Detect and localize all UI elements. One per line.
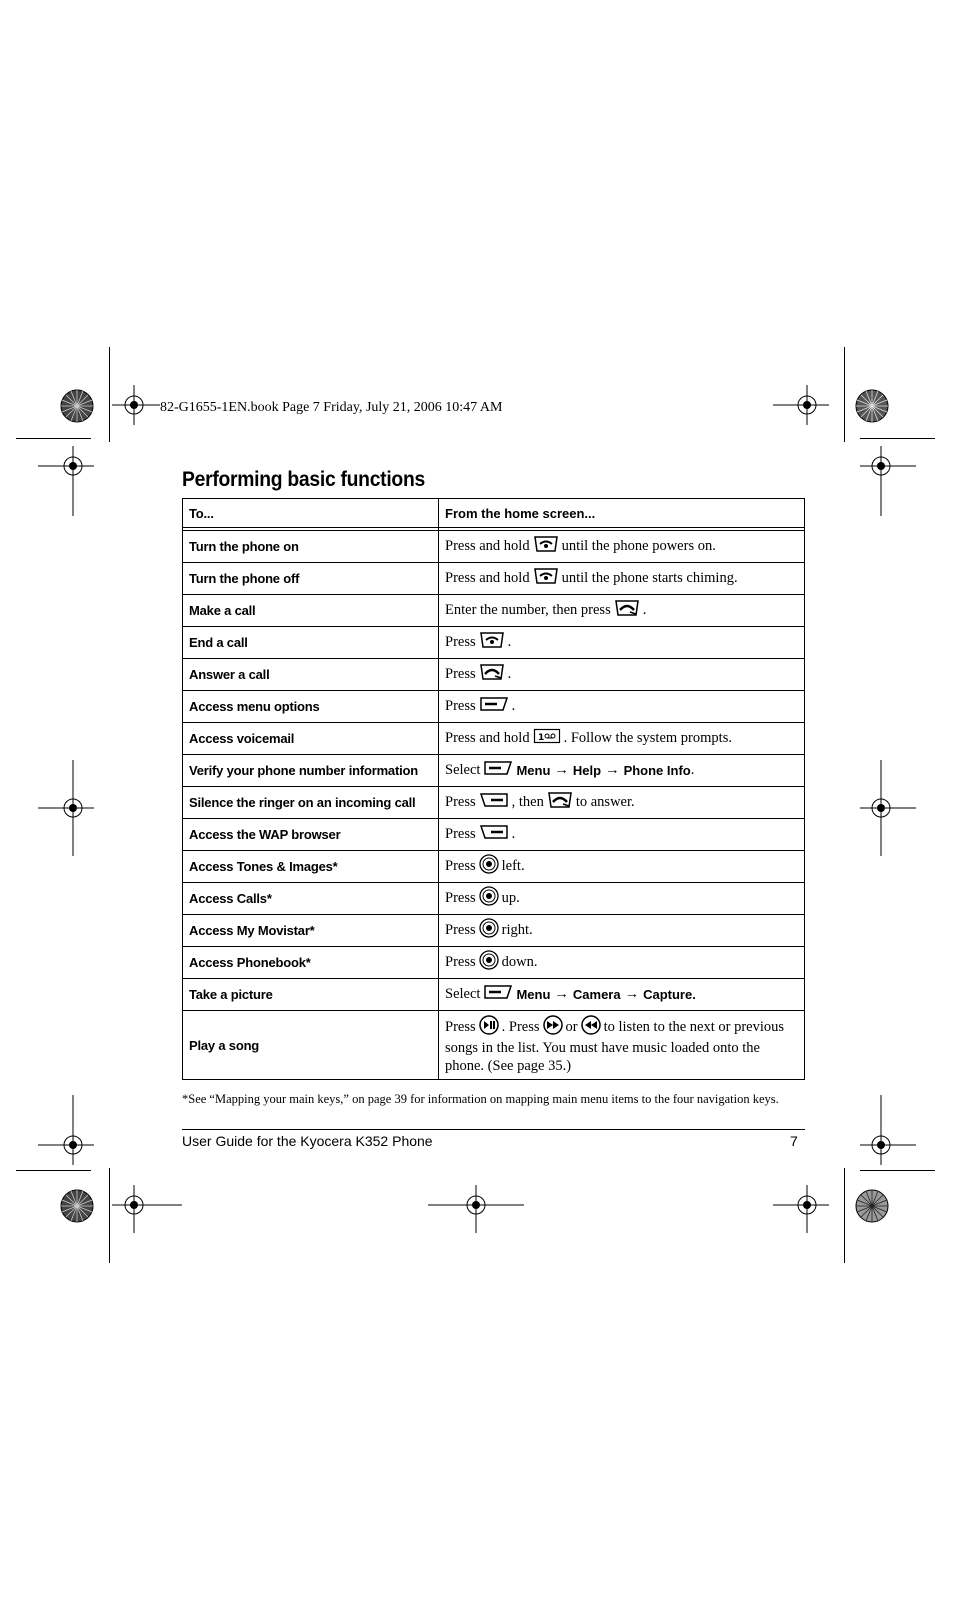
instruction-cell [439,659,805,691]
registration-mark-icon [860,760,916,856]
page-number: 7 [790,1133,798,1149]
task-cell: Answer a call [183,659,439,691]
star-target-icon [60,389,94,423]
left-softkey-icon [483,984,513,1005]
star-target-icon [855,389,889,423]
crop-line [860,438,935,439]
table-row [183,531,805,563]
registration-mark-icon [112,1185,182,1233]
table-row [183,563,805,595]
instruction-text: , then [511,794,544,810]
task-cell: End a call [183,627,439,659]
instruction-cell [439,627,805,659]
registration-mark-icon [38,1095,94,1165]
voicemail-key-1-icon [533,728,561,749]
task-cell: Access menu options [183,691,439,723]
table-row [183,627,805,659]
instruction-cell [439,595,805,627]
instruction-text: Press [445,698,476,714]
instruction-cell [439,755,805,787]
instruction-text: to listen to the next or previous songs in the list. You must have music loaded onto the phone. (See page 35.) [445,1019,785,1074]
crop-line [860,1170,935,1171]
instruction-text: Press [445,890,476,906]
left-softkey-icon [479,696,509,717]
instruction-text: Select [445,986,481,1002]
instruction-text: Press [445,1019,476,1036]
registration-mark-icon [428,1185,524,1233]
instruction-cell [439,563,805,595]
fast-forward-key-icon [543,1015,563,1040]
navigation-key-icon [479,918,499,943]
table-row [183,723,805,755]
registration-mark-icon [773,1185,829,1233]
task-cell: Access My Movistar* [183,915,439,947]
send-key-icon [614,599,640,622]
instruction-text: Press [445,634,476,650]
instruction-text: until the phone starts chiming. [561,570,738,586]
instruction-text: Press and hold [445,538,530,554]
menu-path-item: Camera [572,987,621,1002]
play-pause-key-icon [479,1015,499,1040]
send-key-icon [479,663,505,686]
crop-line [16,1170,91,1171]
instruction-text: Press [445,794,476,810]
table-row [183,691,805,723]
menu-path-item: Help [572,763,602,778]
instruction-text: until the phone powers on. [561,538,716,554]
send-key-icon [547,791,573,814]
menu-arrow: → [554,762,569,778]
task-cell: Access Calls* [183,883,439,915]
right-softkey-icon [479,824,509,845]
footnote: *See “Mapping your main keys,” on page 39 for information on mapping main menu items to the four navigation keys. [182,1092,779,1106]
instruction-text: Press [445,858,476,874]
instruction-cell [439,915,805,947]
navigation-key-icon [479,950,499,975]
table-row [183,819,805,851]
section-title: Performing basic functions [182,468,425,491]
instruction-text: . Follow the system prompts. [563,730,732,746]
instruction-text: Press and hold [445,570,530,586]
instruction-cell [439,979,805,1011]
table-row [183,979,805,1011]
registration-mark-icon [38,446,94,516]
navigation-key-icon [479,854,499,879]
instruction-text: Select [445,762,481,778]
crop-line [16,438,91,439]
menu-path-item: Phone Info [623,763,691,778]
menu-arrow: → [624,986,640,1002]
instruction-text: . [690,762,695,778]
instruction-cell [439,819,805,851]
instruction-cell [439,787,805,819]
menu-path-item: Menu [516,763,551,778]
registration-mark-icon [773,385,829,425]
task-cell: Take a picture [183,979,439,1011]
instruction-text: right. [501,922,533,938]
instruction-text: . [511,698,516,714]
footer-rule [182,1129,805,1130]
rewind-key-icon [581,1015,601,1040]
instruction-text: up. [501,890,520,906]
instruction-text: down. [501,954,538,970]
task-cell: Make a call [183,595,439,627]
table-row [183,915,805,947]
menu-arrow: → [554,986,569,1002]
table-row [183,595,805,627]
task-cell: Turn the phone on [183,531,439,563]
instruction-cell [439,947,805,979]
instruction-text: to answer. [575,794,635,810]
instruction-cell [439,1011,805,1080]
registration-mark-icon [112,385,160,425]
table-header-row [183,499,805,528]
star-target-icon [855,1189,889,1223]
star-target-icon [60,1189,94,1223]
crop-line [844,347,845,442]
table-row [183,755,805,787]
instruction-text: . Press [501,1019,540,1036]
menu-path-item: Capture. [643,987,696,1002]
table-row [183,947,805,979]
instruction-cell [439,531,805,563]
instruction-text: . [642,602,647,618]
end-power-key-icon [533,567,559,590]
task-cell: Access the WAP browser [183,819,439,851]
table-row [183,1011,805,1080]
task-cell: Play a song [183,1011,439,1080]
instruction-cell [439,883,805,915]
table-row [183,851,805,883]
right-softkey-icon [479,792,509,813]
instruction-text: . [507,666,512,682]
functions-table [182,498,805,1080]
instruction-text: . [507,634,512,650]
registration-mark-icon [860,446,916,516]
instruction-text: Press [445,954,476,970]
end-power-key-icon [479,631,505,654]
registration-mark-icon [860,1095,916,1165]
registration-mark-icon [38,760,94,856]
instruction-cell [439,723,805,755]
instruction-text: Press and hold [445,730,530,746]
instruction-text: . [511,826,516,842]
left-softkey-icon [483,760,513,781]
task-cell: Verify your phone number information [183,755,439,787]
instruction-text: Press [445,826,476,842]
instruction-text: Press [445,666,476,682]
end-power-key-icon [533,535,559,558]
instruction-cell [439,691,805,723]
print-header: 82-G1655-1EN.book Page 7 Friday, July 21, 2006 10:47 AM [160,400,503,415]
column-header-from-home: From the home screen... [439,499,805,528]
task-cell: Silence the ringer on an incoming call [183,787,439,819]
task-cell: Access Tones & Images* [183,851,439,883]
instruction-text: or [565,1019,578,1036]
menu-path-item: Menu [516,987,551,1002]
table-row [183,787,805,819]
instruction-text: left. [501,858,525,874]
crop-line [844,1168,845,1263]
task-cell: Access voicemail [183,723,439,755]
crop-line [109,347,110,442]
column-header-to: To... [183,499,439,528]
instruction-text: Press [445,922,476,938]
svg-text:1: 1 [537,733,544,743]
table-row [183,883,805,915]
task-cell: Turn the phone off [183,563,439,595]
instruction-cell [439,851,805,883]
footer-title: User Guide for the Kyocera K352 Phone [182,1133,433,1149]
crop-line [109,1168,110,1263]
table-row [183,659,805,691]
menu-arrow: → [605,762,620,778]
task-cell: Access Phonebook* [183,947,439,979]
instruction-text: Enter the number, then press [445,602,611,618]
navigation-key-icon [479,886,499,911]
